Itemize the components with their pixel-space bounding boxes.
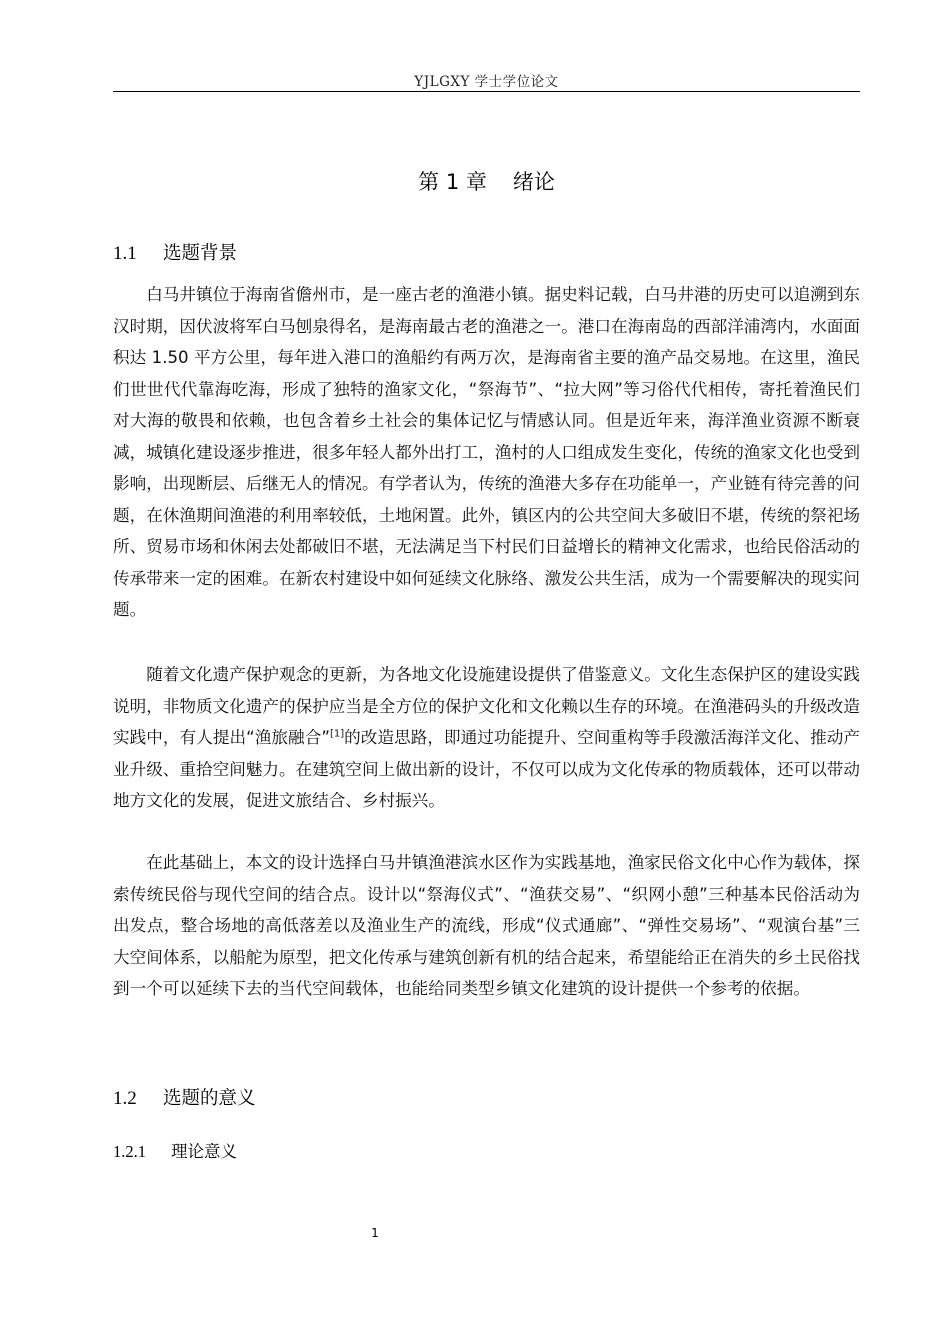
chapter-number: 第 1 章 bbox=[418, 170, 487, 194]
section-number: 1.1 bbox=[113, 243, 137, 264]
page-number: 1 bbox=[371, 1226, 379, 1240]
running-header: YJLGXY 学士学位论文 bbox=[414, 74, 559, 90]
subsection-heading-theory bbox=[113, 1138, 237, 1162]
paragraph-text: 随着文化遗产保护观念的更新，为各地文化设施建设提供了借鉴意义。文化生态保护区的建设实践说明，非物质文化遗产的保护应当是全方位的保护文化和文化赖以生存的环境。在渔港码头的升级改造实践中，有人提出“渔旅融合” bbox=[113, 665, 860, 747]
citation-marker: [1] bbox=[329, 728, 345, 740]
paragraph-background-1: 白马井镇位于海南省儋州市，是一座古老的渔港小镇。据史料记载，白马井港的历史可以追溯到东汉时期，因伏波将军白马刨泉得名，是海南最古老的渔港之一。港口在海南岛的西部洋浦湾内，水面面积达 1.50 平方公里，每年进入港口的渔船约有两万次，是海南省主要的渔产品交易地。在这里，渔民们世世代代靠海吃海，形成了独特的渔家文化，“祭海节”、“拉大网”等习俗代代相传，寄托着渔民们对大海的敬畏和依赖，也包含着乡土社会的集体记忆与情感认同。但是近年来，海洋渔业资源不断衰减，城镇化建设逐步推进，很多年轻人都外出打工，渔村的人口组成发生变化，传统的渔家文化也受到影响，出现断层、后继无人的情况。有学者认为，传统的渔港大多存在功能单一，产业链有待完善的问题，在休渔期间渔港的利用率较低，土地闲置。此外，镇区内的公共空间大多破旧不堪，传统的祭祀场所、贸易市场和休闲去处都破旧不堪，无法满足当下村民们日益增长的精神文化需求，也给民俗活动的传承带来一定的困难。在新农村建设中如何延续文化脉络、激发公共生活，成为一个需要解决的现实问题。 bbox=[113, 285, 860, 619]
subsection-number: 1.2.1 bbox=[113, 1142, 146, 1161]
paragraph-text: 的改造思路，即通过功能提升、空间重构等手段激活海洋文化、推动产业升级、重拾空间魅力。在建筑空间上做出新的设计，不仅可以成为文化传承的物质载体，还可以带动地方文化的发展，促进文旅结合、乡村振兴。 bbox=[113, 728, 860, 810]
subsection-title: 理论意义 bbox=[171, 1142, 237, 1161]
section-title: 选题背景 bbox=[163, 243, 238, 264]
section-heading-significance bbox=[113, 1084, 256, 1110]
chapter-name: 绪论 bbox=[512, 170, 555, 194]
paragraph-background-2 bbox=[113, 659, 860, 817]
section-heading-background bbox=[113, 239, 237, 265]
section-title: 选题的意义 bbox=[163, 1088, 256, 1109]
chapter-title bbox=[113, 166, 860, 196]
section-number: 1.2 bbox=[113, 1088, 137, 1109]
header-rule bbox=[113, 91, 860, 92]
paragraph-background-3: 在此基础上，本文的设计选择白马井镇渔港滨水区作为实践基地，渔家民俗文化中心作为载体，探索传统民俗与现代空间的结合点。设计以“祭海仪式”、“渔获交易”、“织网小憩”三种基本民俗活动为出发点，整合场地的高低落差以及渔业生产的流线，形成“仪式通廊”、“弹性交易场”、“观演台基”三大空间体系，以船舵为原型，把文化传承与建筑创新有机的结合起来，希望能给正在消失的乡土民俗找到一个可以延续下去的当代空间载体，也能给同类型乡镇文化建筑的设计提供一个参考的依据。 bbox=[113, 853, 860, 998]
